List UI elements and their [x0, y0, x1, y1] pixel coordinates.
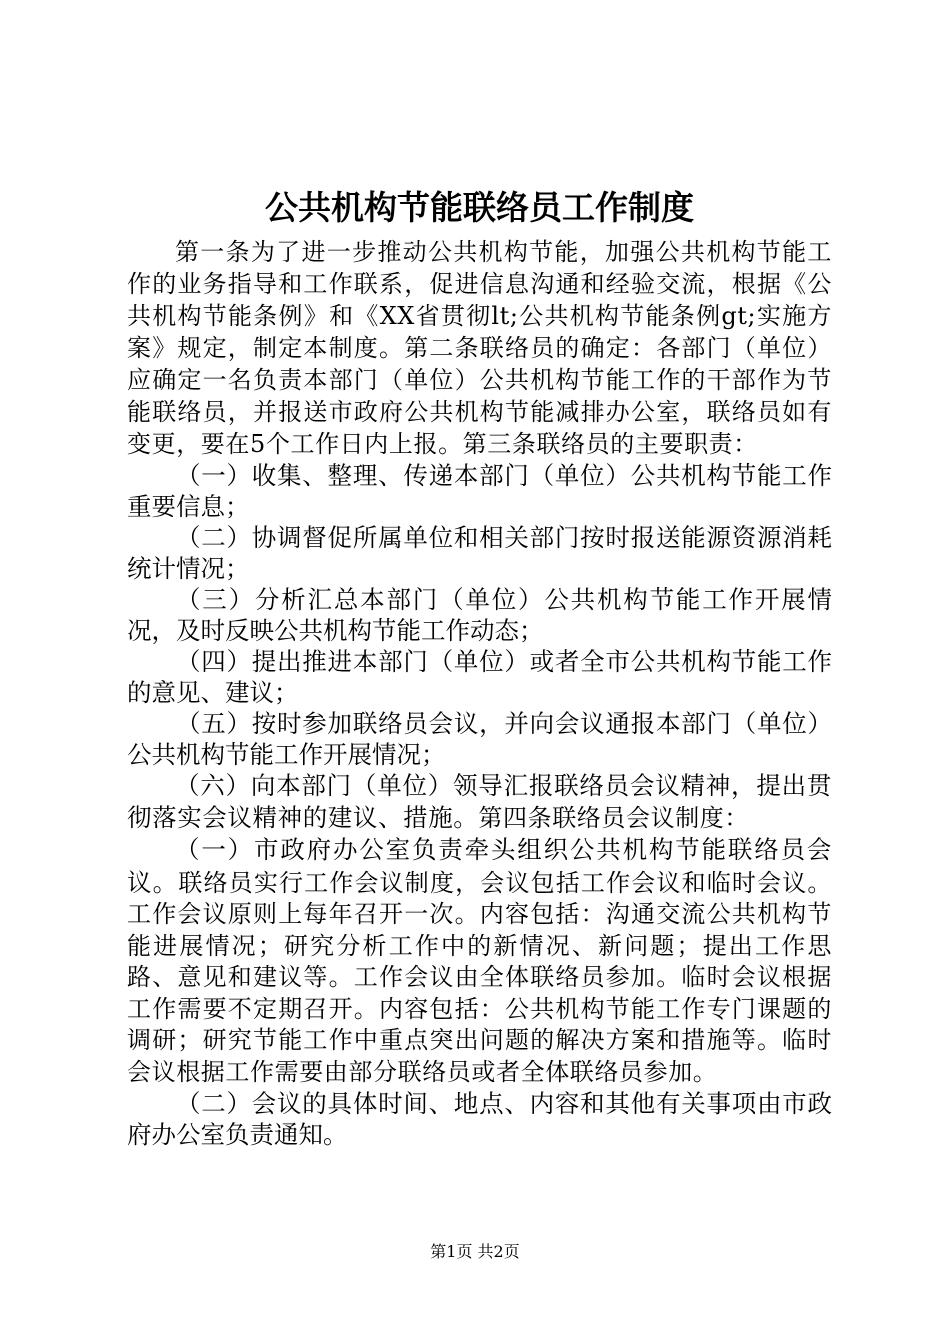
duty-item-6 [127, 770, 832, 834]
page-number-footer: 第1页 共2页 [430, 1242, 520, 1261]
meeting-item-1-lead: （一）市政府办公室负责牵头组织公共机构节能联络员会议。 [127, 835, 832, 897]
duty-item-1: （一）收集、整理、传递本部门（单位）公共机构节能工作重要信息； [127, 461, 832, 521]
duty-item-3: （三）分析汇总本部门（单位）公共机构节能工作开展情况，及时反映公共机构节能工作动态； [127, 585, 832, 645]
meeting-item-1 [127, 834, 832, 1088]
duty-item-2: （二）协调督促所属单位和相关部门按时报送能源资源消耗统计情况； [127, 523, 832, 583]
meeting-item-1-detail: 联络员实行工作会议制度，会议包括工作会议和临时会议。工作会议原则上每年召开一次。内容包括：沟通交流公共机构节能进展情况；研究分析工作中的新情况、新问题；提出工作思路、意见和建议等。工作会议由全体联络员参加。临时会议根据工作需要不定期召开。内容包括：公共机构节能工作专门课题的调研；研究节能工作中重点突出问题的解决方案和措施等。临时会议根据工作需要由部分联络员或者全体联络员参加。 [127, 868, 832, 1086]
duty-item-4: （四）提出推进本部门（单位）或者全市公共机构节能工作的意见、建议； [127, 647, 832, 707]
meeting-item-2: （二）会议的具体时间、地点、内容和其他有关事项由市政府办公室负责通知。 [127, 1089, 832, 1149]
paragraph-article-1-3: 第一条为了进一步推动公共机构节能，加强公共机构节能工作的业务指导和工作联系，促进信息沟通和经验交流，根据《公共机构节能条例》和《XX省贯彻lt;公共机构节能条例gt;实施方案》规定，制定本制度。第二条联络员的确定：各部门（单位）应确定一名负责本部门（单位）公共机构节能工作的干部作为节能联络员，并报送市政府公共机构节能减排办公室，联络员如有变更，要在5个工作日内上报。第三条联络员的主要职责： [127, 238, 832, 458]
document-title: 公共机构节能联络员工作制度 [265, 188, 694, 227]
document-body [127, 236, 832, 1150]
duty-item-6-text: （六）向本部门（单位）领导汇报联络员会议精神，提出贯彻落实会议精神的建议、措施。 [127, 771, 832, 832]
article-4-heading: 第四条联络员会议制度： [478, 804, 750, 832]
duty-item-5: （五）按时参加联络员会议，并向会议通报本部门（单位）公共机构节能工作开展情况； [127, 709, 832, 769]
